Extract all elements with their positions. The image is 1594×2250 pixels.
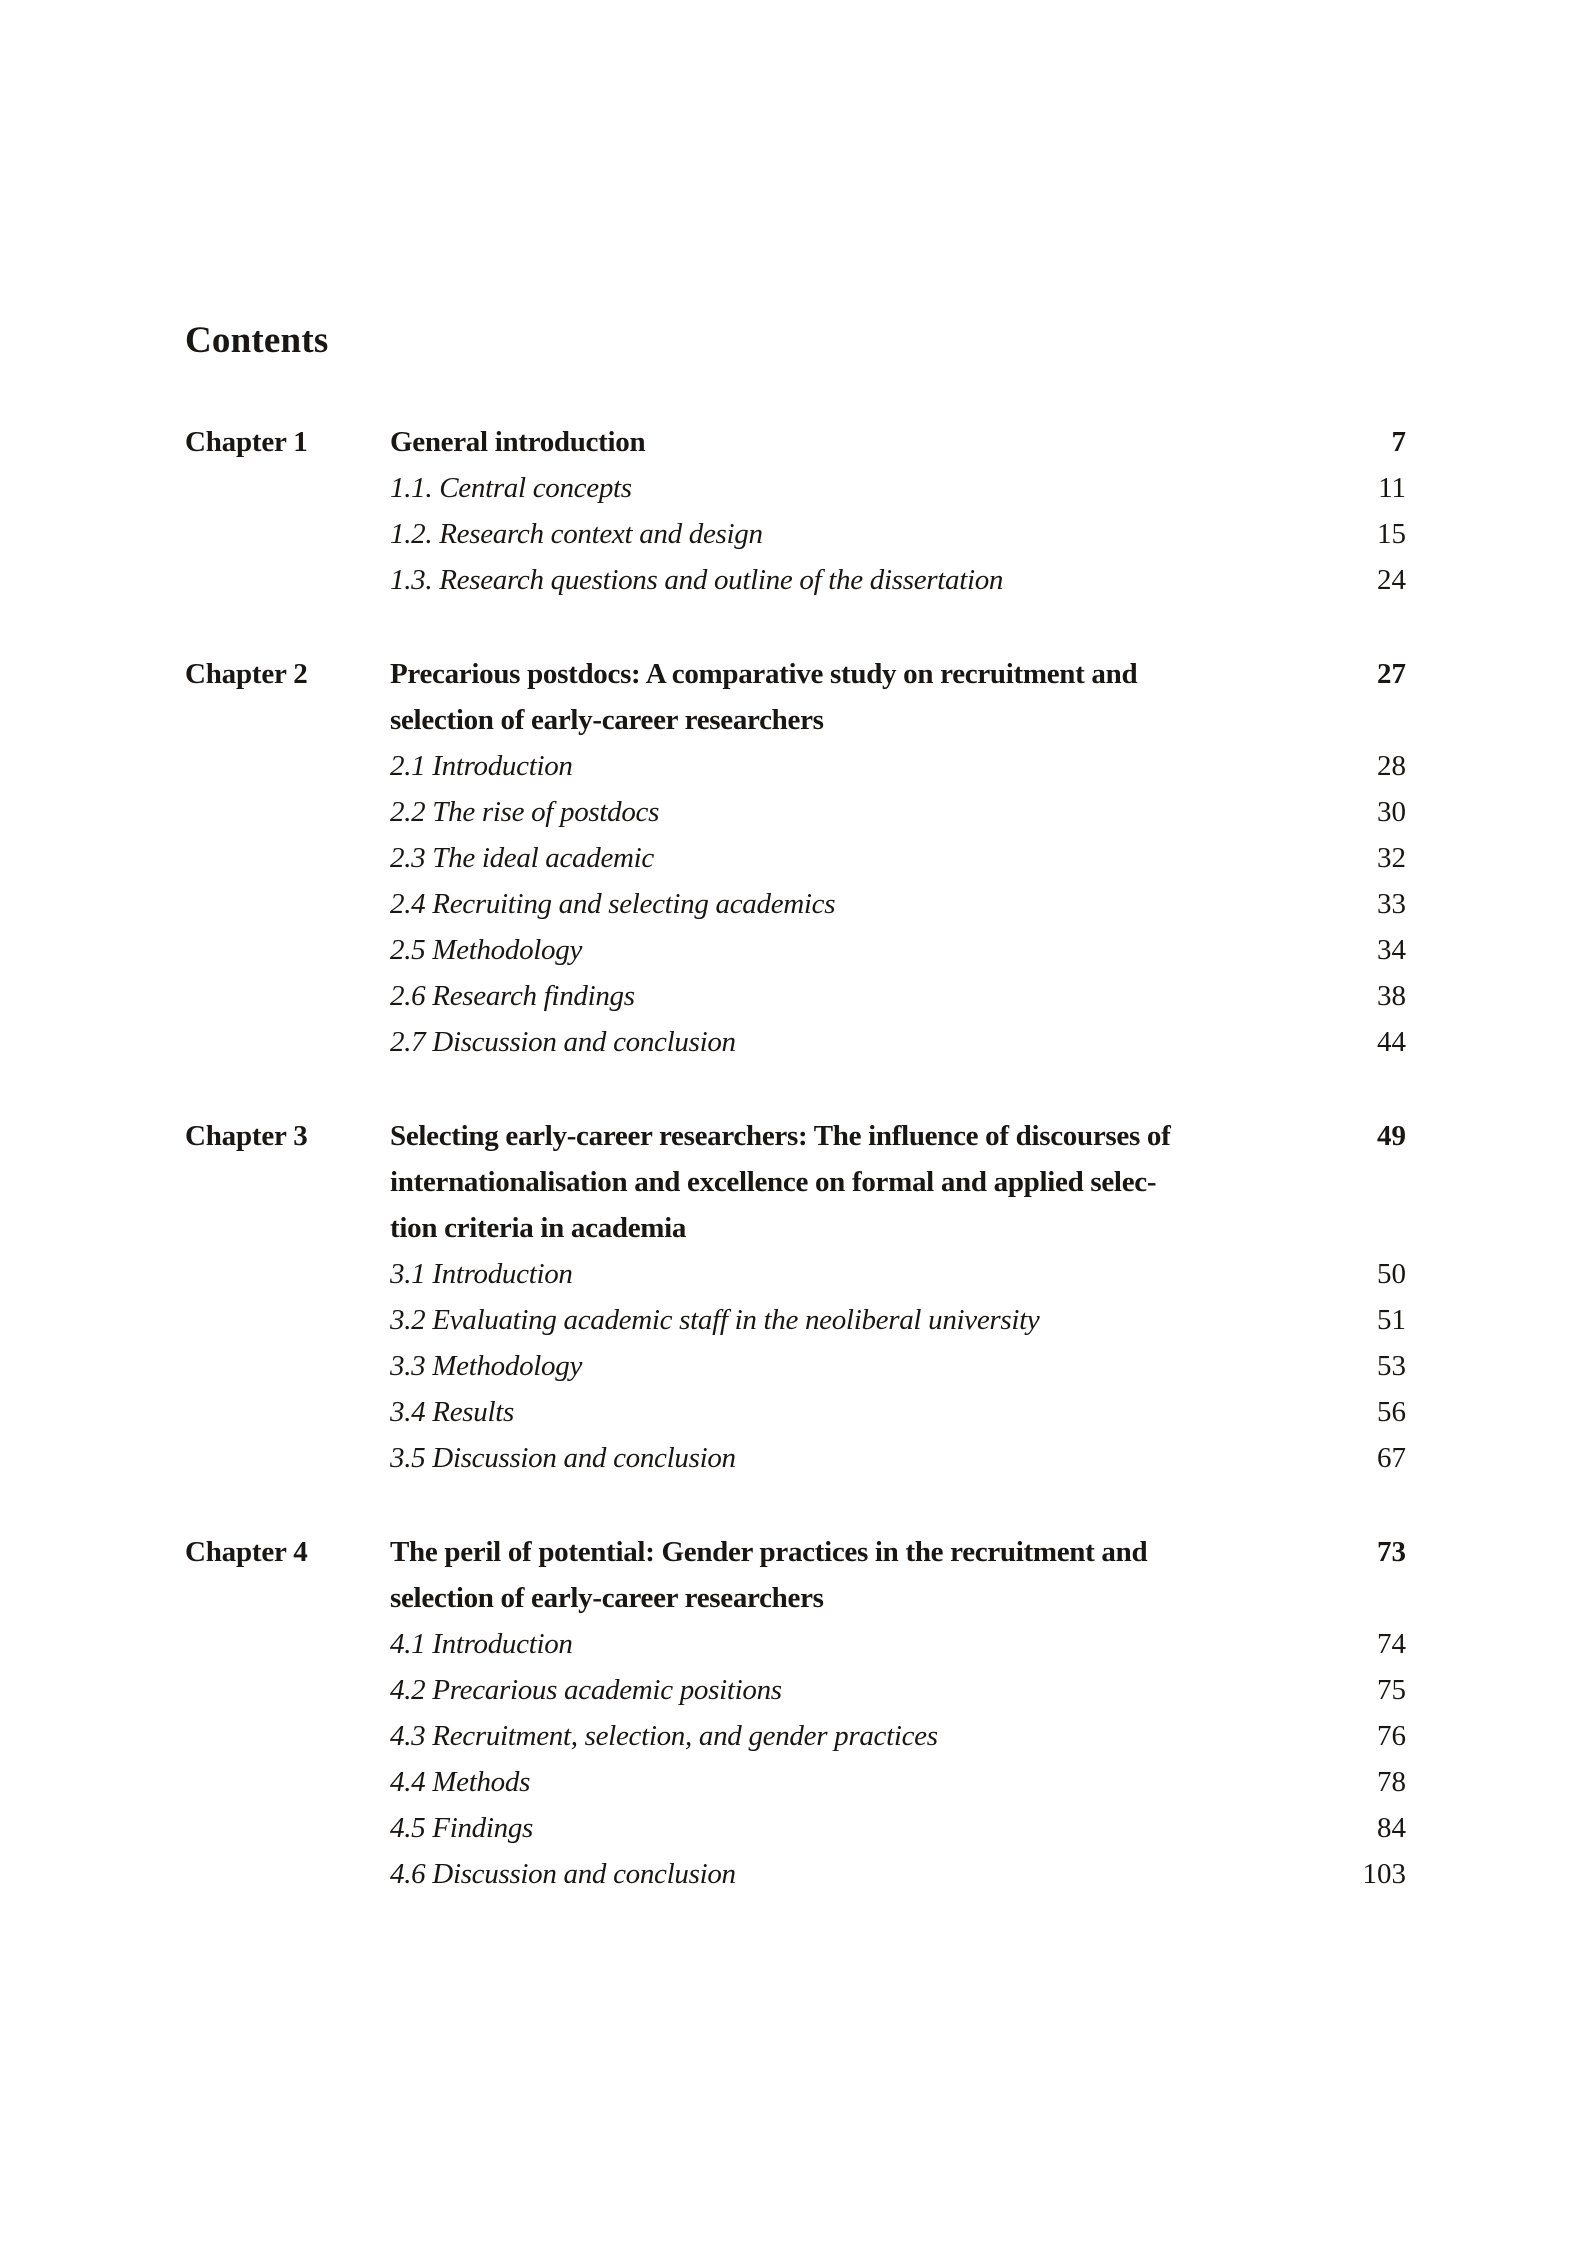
section-title: 2.5 Methodology xyxy=(390,934,583,966)
empty-cell xyxy=(185,1805,390,1851)
chapter-title-continuation: selection of early-career researchers xyxy=(390,1582,824,1614)
toc-entry-row xyxy=(185,927,1406,973)
section-page-number: 11 xyxy=(1378,472,1406,504)
chapter-title-row xyxy=(185,1529,1406,1575)
toc-entry-row xyxy=(185,1251,1406,1297)
empty-cell xyxy=(185,465,390,511)
chapter-title-continuation: tion criteria in academia xyxy=(390,1212,687,1244)
section-title: 1.1. Central concepts xyxy=(390,472,632,504)
chapter-title-continuation-row xyxy=(185,697,1406,743)
section-page-number: 103 xyxy=(1362,1858,1406,1890)
chapter-3-block xyxy=(185,1113,1406,1481)
empty-cell xyxy=(185,1205,390,1251)
chapter-title-row xyxy=(185,1113,1406,1159)
empty-cell xyxy=(1294,1159,1406,1205)
section-title: 2.4 Recruiting and selecting academics xyxy=(390,888,836,920)
section-title: 2.7 Discussion and conclusion xyxy=(390,1026,736,1058)
section-title: 2.1 Introduction xyxy=(390,750,573,782)
toc-entry-row xyxy=(185,789,1406,835)
chapter-title: Precarious postdocs: A comparative study on recruitment and xyxy=(390,658,1138,690)
toc-entry-row xyxy=(185,1343,1406,1389)
section-page-number: 75 xyxy=(1377,1674,1406,1706)
section-page-number: 56 xyxy=(1377,1396,1406,1428)
section-page-number: 67 xyxy=(1377,1442,1406,1474)
toc-entry-row xyxy=(185,1435,1406,1481)
empty-cell xyxy=(185,1575,390,1621)
toc-entry-row xyxy=(185,1621,1406,1667)
toc-entry-row xyxy=(185,1297,1406,1343)
chapter-4-block xyxy=(185,1529,1406,1897)
empty-cell xyxy=(185,1019,390,1065)
chapter-title-continuation: internationalisation and excellence on formal and applied selec- xyxy=(390,1166,1157,1198)
section-title: 3.2 Evaluating academic staff in the neoliberal university xyxy=(390,1304,1040,1336)
chapter-title: Selecting early-career researchers: The influence of discourses of xyxy=(390,1120,1171,1152)
toc-entry-row xyxy=(185,1805,1406,1851)
section-page-number: 84 xyxy=(1377,1812,1406,1844)
empty-cell xyxy=(185,697,390,743)
chapter-2-block xyxy=(185,651,1406,1065)
empty-cell xyxy=(185,789,390,835)
empty-cell xyxy=(185,1621,390,1667)
section-page-number: 44 xyxy=(1377,1026,1406,1058)
chapter-page-number: 27 xyxy=(1377,658,1406,690)
empty-cell xyxy=(185,1159,390,1205)
section-page-number: 28 xyxy=(1377,750,1406,782)
chapter-page-number: 49 xyxy=(1377,1120,1406,1152)
toc-entry-row xyxy=(185,1389,1406,1435)
toc-entry-row xyxy=(185,557,1406,603)
chapter-label: Chapter 2 xyxy=(185,658,308,690)
chapter-title: General introduction xyxy=(390,426,646,458)
section-title: 2.3 The ideal academic xyxy=(390,842,655,874)
section-title: 2.2 The rise of postdocs xyxy=(390,796,660,828)
section-title: 4.5 Findings xyxy=(390,1812,534,1844)
toc-entry-row xyxy=(185,835,1406,881)
chapter-title-row xyxy=(185,651,1406,697)
toc-entry-row xyxy=(185,973,1406,1019)
empty-cell xyxy=(185,927,390,973)
section-title: 3.3 Methodology xyxy=(390,1350,583,1382)
toc-entry-row xyxy=(185,465,1406,511)
toc-entry-row xyxy=(185,1667,1406,1713)
section-page-number: 32 xyxy=(1377,842,1406,874)
toc-entry-row xyxy=(185,743,1406,789)
empty-cell xyxy=(185,1251,390,1297)
toc-entry-row xyxy=(185,511,1406,557)
empty-cell xyxy=(185,1667,390,1713)
section-title: 2.6 Research findings xyxy=(390,980,635,1012)
toc-entry-row xyxy=(185,1713,1406,1759)
chapter-title-continuation-row xyxy=(185,1575,1406,1621)
empty-cell xyxy=(1294,697,1406,743)
empty-cell xyxy=(185,1851,390,1897)
section-page-number: 24 xyxy=(1377,564,1406,596)
section-page-number: 50 xyxy=(1377,1258,1406,1290)
chapter-page-number: 73 xyxy=(1377,1536,1406,1568)
toc-entry-row xyxy=(185,881,1406,927)
toc-entry-row xyxy=(185,1019,1406,1065)
chapter-title-continuation: selection of early-career researchers xyxy=(390,704,824,736)
empty-cell xyxy=(185,881,390,927)
section-title: 4.4 Methods xyxy=(390,1766,531,1798)
chapter-title-continuation-row xyxy=(185,1159,1406,1205)
section-page-number: 51 xyxy=(1377,1304,1406,1336)
toc-entry-row xyxy=(185,1851,1406,1897)
section-page-number: 53 xyxy=(1377,1350,1406,1382)
empty-cell xyxy=(185,557,390,603)
section-title: 3.4 Results xyxy=(390,1396,514,1428)
chapter-title: The peril of potential: Gender practices in the recruitment and xyxy=(390,1536,1148,1568)
empty-cell xyxy=(185,973,390,1019)
chapter-label: Chapter 4 xyxy=(185,1536,308,1568)
empty-cell xyxy=(185,835,390,881)
section-page-number: 76 xyxy=(1377,1720,1406,1752)
section-page-number: 15 xyxy=(1377,518,1406,550)
empty-cell xyxy=(185,1297,390,1343)
empty-cell xyxy=(1294,1205,1406,1251)
empty-cell xyxy=(185,1435,390,1481)
section-page-number: 74 xyxy=(1377,1628,1406,1660)
section-title: 4.1 Introduction xyxy=(390,1628,573,1660)
empty-cell xyxy=(185,1389,390,1435)
section-page-number: 78 xyxy=(1377,1766,1406,1798)
section-page-number: 38 xyxy=(1377,980,1406,1012)
chapter-title-row xyxy=(185,419,1406,465)
section-title: 4.6 Discussion and conclusion xyxy=(390,1858,736,1890)
chapter-label: Chapter 1 xyxy=(185,426,308,458)
empty-cell xyxy=(185,743,390,789)
empty-cell xyxy=(1294,1575,1406,1621)
section-title: 3.5 Discussion and conclusion xyxy=(390,1442,736,1474)
page-title: Contents xyxy=(185,320,329,361)
section-title: 4.2 Precarious academic positions xyxy=(390,1674,782,1706)
section-title: 1.2. Research context and design xyxy=(390,518,763,550)
chapter-1-block xyxy=(185,419,1406,603)
empty-cell xyxy=(185,1343,390,1389)
table-of-contents xyxy=(185,318,1406,1897)
chapter-label: Chapter 3 xyxy=(185,1120,308,1152)
chapter-title-continuation-row xyxy=(185,1205,1406,1251)
chapter-page-number: 7 xyxy=(1391,426,1406,458)
section-title: 3.1 Introduction xyxy=(390,1258,573,1290)
section-title: 4.3 Recruitment, selection, and gender practices xyxy=(390,1720,938,1752)
section-page-number: 33 xyxy=(1377,888,1406,920)
empty-cell xyxy=(185,1759,390,1805)
section-page-number: 30 xyxy=(1377,796,1406,828)
section-title: 1.3. Research questions and outline of the dissertation xyxy=(390,564,1004,596)
empty-cell xyxy=(185,1713,390,1759)
empty-cell xyxy=(185,511,390,557)
toc-entry-row xyxy=(185,1759,1406,1805)
section-page-number: 34 xyxy=(1377,934,1406,966)
